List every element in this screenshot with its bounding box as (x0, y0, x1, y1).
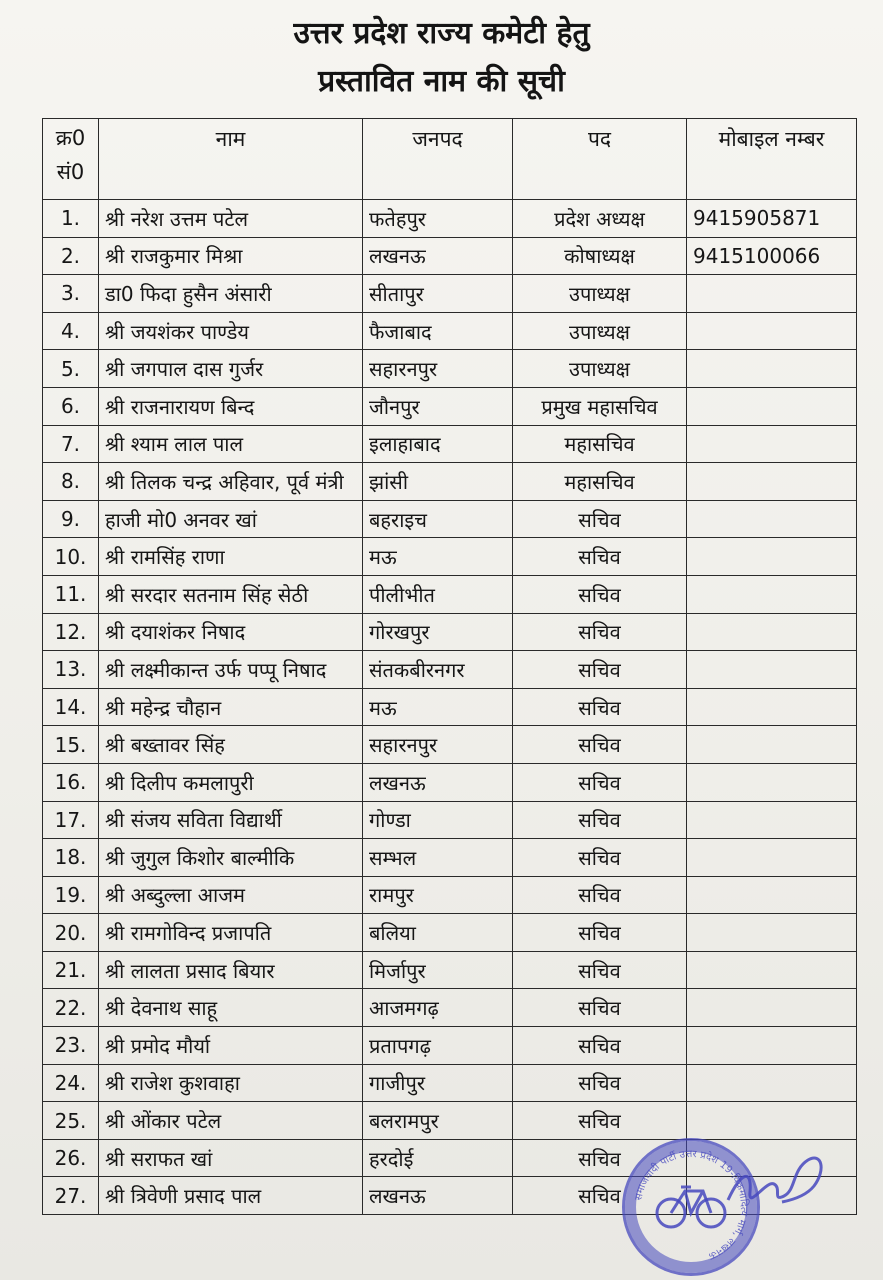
name-cell: श्री श्याम लाल पाल (99, 425, 363, 463)
post-cell: सचिव (513, 1102, 687, 1140)
post-cell: कोषाध्यक्ष (513, 237, 687, 275)
serial-cell: 20. (43, 914, 99, 952)
post-cell: महासचिव (513, 463, 687, 501)
mobile-cell (687, 575, 857, 613)
post-cell: सचिव (513, 1177, 687, 1215)
post-cell: सचिव (513, 651, 687, 689)
header-serial (43, 119, 99, 200)
table-row (43, 801, 857, 839)
district-cell: रामपुर (363, 876, 513, 914)
table-row (43, 613, 857, 651)
table-row (43, 1027, 857, 1065)
table-row (43, 1102, 857, 1140)
post-cell: सचिव (513, 989, 687, 1027)
table-row (43, 651, 857, 689)
district-cell: इलाहाबाद (363, 425, 513, 463)
post-cell: सचिव (513, 763, 687, 801)
serial-cell: 6. (43, 387, 99, 425)
mobile-cell: 9415905871 (687, 200, 857, 238)
name-cell: श्री नरेश उत्तम पटेल (99, 200, 363, 238)
serial-cell: 9. (43, 500, 99, 538)
district-cell: लखनऊ (363, 1177, 513, 1215)
table-row (43, 726, 857, 764)
district-cell: फैजाबाद (363, 312, 513, 350)
table-row (43, 387, 857, 425)
table-header-row (43, 119, 857, 200)
mobile-cell (687, 1064, 857, 1102)
serial-cell: 23. (43, 1027, 99, 1065)
name-cell: श्री अब्दुल्ला आजम (99, 876, 363, 914)
post-cell: सचिव (513, 801, 687, 839)
district-cell: संतकबीरनगर (363, 651, 513, 689)
name-cell: श्री रामगोविन्द प्रजापति (99, 914, 363, 952)
serial-cell: 2. (43, 237, 99, 275)
post-cell: महासचिव (513, 425, 687, 463)
table-row (43, 312, 857, 350)
name-cell: श्री सराफत खां (99, 1139, 363, 1177)
mobile-cell (687, 763, 857, 801)
document-subtitle: प्रस्तावित नाम की सूची (318, 64, 565, 99)
table-row (43, 200, 857, 238)
name-cell: श्री संजय सविता विद्यार्थी (99, 801, 363, 839)
mobile-cell (687, 1102, 857, 1140)
mobile-cell (687, 387, 857, 425)
header-name: नाम (99, 119, 363, 200)
serial-cell: 1. (43, 200, 99, 238)
post-cell: सचिव (513, 951, 687, 989)
table-row (43, 688, 857, 726)
stamp-text: समाजवादी पार्टी उत्तर प्रदेश 19-विक्रमादित्य मार्ग, लखनऊ (633, 1148, 750, 1262)
post-cell: सचिव (513, 688, 687, 726)
mobile-cell (687, 538, 857, 576)
district-cell: हरदोई (363, 1139, 513, 1177)
name-cell: श्री राजेश कुशवाहा (99, 1064, 363, 1102)
name-cell: श्री जुगुल किशोर बाल्मीकि (99, 839, 363, 877)
district-cell: सम्भल (363, 839, 513, 877)
district-cell: आजमगढ़ (363, 989, 513, 1027)
name-cell: श्री ओंकार पटेल (99, 1102, 363, 1140)
mobile-cell (687, 801, 857, 839)
table-row (43, 989, 857, 1027)
post-cell: उपाध्यक्ष (513, 312, 687, 350)
table-row (43, 275, 857, 313)
district-cell: बहराइच (363, 500, 513, 538)
post-cell: उपाध्यक्ष (513, 350, 687, 388)
table-body (43, 200, 857, 1215)
name-cell: श्री दिलीप कमलापुरी (99, 763, 363, 801)
name-cell: श्री रामसिंह राणा (99, 538, 363, 576)
district-cell: मऊ (363, 688, 513, 726)
post-cell: प्रमुख महासचिव (513, 387, 687, 425)
district-cell: गोरखपुर (363, 613, 513, 651)
serial-cell: 16. (43, 763, 99, 801)
mobile-cell (687, 951, 857, 989)
header-district: जनपद (363, 119, 513, 200)
district-cell: लखनऊ (363, 237, 513, 275)
post-cell: सचिव (513, 1064, 687, 1102)
name-cell: श्री राजनारायण बिन्द (99, 387, 363, 425)
mobile-cell: 9415100066 (687, 237, 857, 275)
post-cell: सचिव (513, 839, 687, 877)
table-row (43, 763, 857, 801)
post-cell: सचिव (513, 500, 687, 538)
post-cell: सचिव (513, 1027, 687, 1065)
mobile-cell (687, 688, 857, 726)
table-row (43, 425, 857, 463)
district-cell: जौनपुर (363, 387, 513, 425)
serial-cell: 17. (43, 801, 99, 839)
district-cell: मिर्जापुर (363, 951, 513, 989)
mobile-cell (687, 350, 857, 388)
serial-cell: 21. (43, 951, 99, 989)
serial-cell: 5. (43, 350, 99, 388)
name-cell: श्री राजकुमार मिश्रा (99, 237, 363, 275)
name-cell: श्री महेन्द्र चौहान (99, 688, 363, 726)
serial-cell: 22. (43, 989, 99, 1027)
mobile-cell (687, 312, 857, 350)
name-cell: श्री प्रमोद मौर्या (99, 1027, 363, 1065)
post-cell: सचिव (513, 613, 687, 651)
district-cell: बलिया (363, 914, 513, 952)
header-serial-line1: क्र0 (55, 126, 86, 150)
post-cell: सचिव (513, 1139, 687, 1177)
post-cell: सचिव (513, 726, 687, 764)
serial-cell: 4. (43, 312, 99, 350)
name-cell: श्री देवनाथ साहू (99, 989, 363, 1027)
table-row (43, 1064, 857, 1102)
table-row (43, 1177, 857, 1215)
serial-cell: 3. (43, 275, 99, 313)
district-cell: सीतापुर (363, 275, 513, 313)
district-cell: मऊ (363, 538, 513, 576)
mobile-cell (687, 613, 857, 651)
name-cell: श्री जयशंकर पाण्डेय (99, 312, 363, 350)
district-cell: पीलीभीत (363, 575, 513, 613)
mobile-cell (687, 1177, 857, 1215)
table-row (43, 500, 857, 538)
district-cell: लखनऊ (363, 763, 513, 801)
serial-cell: 11. (43, 575, 99, 613)
name-cell: हाजी मो0 अनवर खां (99, 500, 363, 538)
district-cell: झांसी (363, 463, 513, 501)
name-cell: श्री सरदार सतनाम सिंह सेठी (99, 575, 363, 613)
table-row (43, 839, 857, 877)
serial-cell: 14. (43, 688, 99, 726)
post-cell: प्रदेश अध्यक्ष (513, 200, 687, 238)
post-cell: सचिव (513, 876, 687, 914)
name-cell: श्री त्रिवेणी प्रसाद पाल (99, 1177, 363, 1215)
district-cell: गोण्डा (363, 801, 513, 839)
serial-cell: 12. (43, 613, 99, 651)
name-cell: श्री जगपाल दास गुर्जर (99, 350, 363, 388)
serial-cell: 8. (43, 463, 99, 501)
document-title: उत्तर प्रदेश राज्य कमेटी हेतु (293, 16, 590, 51)
header-serial-line2: सं0 (56, 160, 85, 184)
table-row (43, 538, 857, 576)
name-cell: श्री दयाशंकर निषाद (99, 613, 363, 651)
mobile-cell (687, 651, 857, 689)
table-row (43, 951, 857, 989)
district-cell: प्रतापगढ़ (363, 1027, 513, 1065)
name-cell: श्री तिलक चन्द्र अहिवार, पूर्व मंत्री (99, 463, 363, 501)
serial-cell: 26. (43, 1139, 99, 1177)
post-cell: सचिव (513, 914, 687, 952)
district-cell: सहारनपुर (363, 350, 513, 388)
name-cell: श्री लालता प्रसाद बियार (99, 951, 363, 989)
mobile-cell (687, 726, 857, 764)
serial-cell: 27. (43, 1177, 99, 1215)
serial-cell: 15. (43, 726, 99, 764)
mobile-cell (687, 839, 857, 877)
district-cell: सहारनपुर (363, 726, 513, 764)
table-row (43, 1139, 857, 1177)
mobile-cell (687, 425, 857, 463)
mobile-cell (687, 876, 857, 914)
mobile-cell (687, 275, 857, 313)
header-post: पद (513, 119, 687, 200)
post-cell: सचिव (513, 575, 687, 613)
table-row (43, 876, 857, 914)
serial-cell: 25. (43, 1102, 99, 1140)
district-cell: बलरामपुर (363, 1102, 513, 1140)
serial-cell: 10. (43, 538, 99, 576)
mobile-cell (687, 1027, 857, 1065)
table-row (43, 575, 857, 613)
mobile-cell (687, 463, 857, 501)
serial-cell: 18. (43, 839, 99, 877)
name-cell: श्री लक्ष्मीकान्त उर्फ पप्पू निषाद (99, 651, 363, 689)
serial-cell: 13. (43, 651, 99, 689)
mobile-cell (687, 914, 857, 952)
serial-cell: 24. (43, 1064, 99, 1102)
table-row (43, 914, 857, 952)
serial-cell: 7. (43, 425, 99, 463)
table-row (43, 463, 857, 501)
district-cell: फतेहपुर (363, 200, 513, 238)
mobile-cell (687, 1139, 857, 1177)
mobile-cell (687, 500, 857, 538)
member-list-table (42, 118, 857, 1215)
name-cell: डा0 फिदा हुसैन अंसारी (99, 275, 363, 313)
district-cell: गाजीपुर (363, 1064, 513, 1102)
post-cell: सचिव (513, 538, 687, 576)
name-cell: श्री बख्तावर सिंह (99, 726, 363, 764)
table-row (43, 350, 857, 388)
post-cell: उपाध्यक्ष (513, 275, 687, 313)
mobile-cell (687, 989, 857, 1027)
table-row (43, 237, 857, 275)
serial-cell: 19. (43, 876, 99, 914)
header-mobile: मोबाइल नम्बर (687, 119, 857, 200)
